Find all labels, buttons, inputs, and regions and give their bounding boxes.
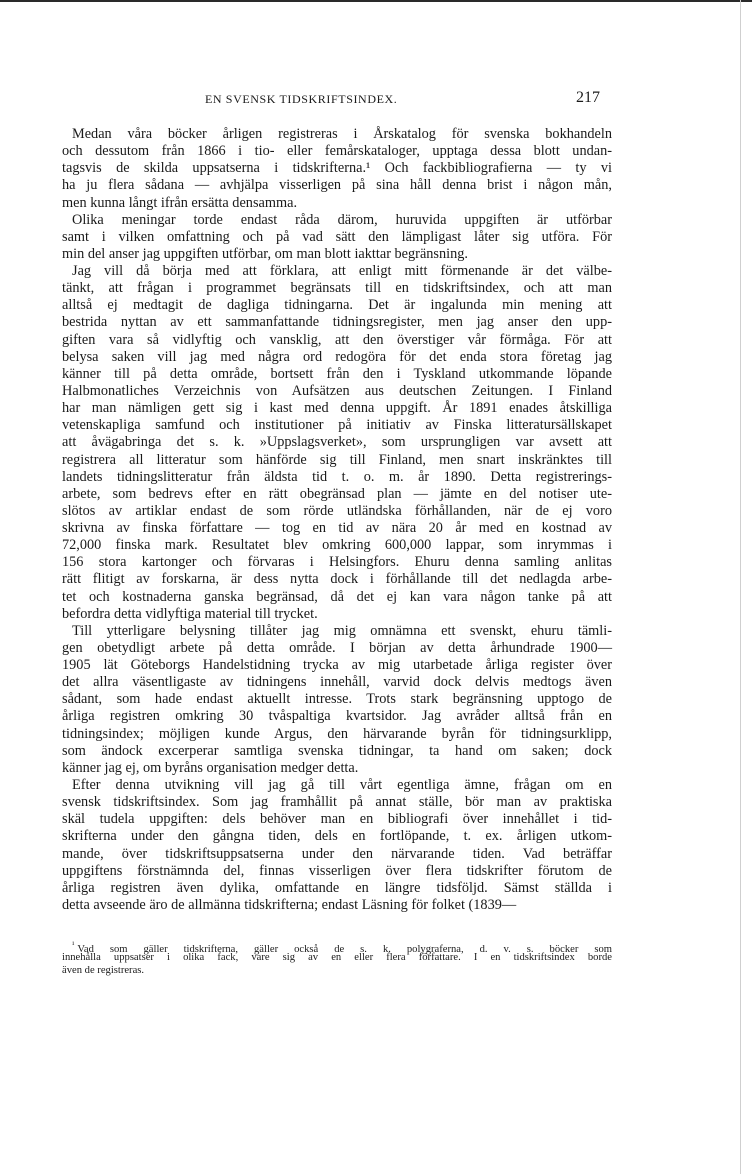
body-line: belysa saken vill jag med några ord redogöra för det enda stora företag jag	[62, 348, 612, 365]
body-line: bestrida nyttan av ett sammanfattande tidningsregister, men jag anser den upp-	[62, 314, 612, 331]
footnote-line	[72, 938, 612, 955]
body-line: landets tidningslitteratur från äldsta tid t. o. m. år 1890. Detta registrerings-	[62, 468, 612, 485]
body-line: alltså ej medtagit de dagliga tidningarna. Det är ingalunda min mening att	[62, 297, 612, 314]
body-line: årliga registren omkring 30 tvåspaltiga kvartsidor. Jag avråder alltså från en	[62, 708, 612, 725]
body-line: som ändock excerperar samtliga svenska tidningar, ta hand om saken; dock	[62, 742, 612, 759]
body-line: men kunna långt ifrån ersätta densamma.	[62, 194, 298, 211]
page-number: 217	[576, 89, 600, 106]
body-line: min del anser jag uppgiften utförbar, om man blott iakttar begränsning.	[62, 245, 468, 262]
body-line: giften vara så vidlyftig och vansklig, att den överstiger vår förmåga. För att	[62, 331, 612, 348]
body-line: Olika meningar torde endast råda därom, huruvida uppgiften är utförbar	[72, 211, 612, 228]
body-line: rätt flitigt av forskarna, är dess nytta dock i förhållande till det nedlagda arbe-	[62, 571, 612, 588]
body-line: att åvägabringa det s. k. »Uppslagsverket», som ursprungligen var avsett att	[62, 434, 612, 451]
footnote-line: även de registreras.	[62, 965, 145, 976]
body-line: ha ju flera sådana — avhjälpa visserligen på sina håll denna brist i någon mån,	[62, 177, 612, 194]
body-line: 1905 lät Göteborgs Handelstidning trycka av mig utarbetade årliga register över	[62, 657, 612, 673]
body-line: skäl tudela uppgiften: dels behöver man en bibliografi över innehållet i tid-	[62, 811, 612, 828]
body-line: tänkt, att frågan i programmet begränsats till en tidskriftsindex, och att man	[62, 280, 612, 297]
body-line: skrifterna under den gångna tiden, dels en fortlöpande, t. ex. årligen utkom-	[62, 828, 612, 845]
body-line: vetenskapliga samfund och institutioner på initiativ av Finska litteratursällskapet	[62, 417, 612, 434]
running-title: EN SVENSK TIDSKRIFTSINDEX.	[205, 92, 398, 106]
body-line: Jag vill då börja med att förklara, att enligt mitt förmenande är det välbe-	[72, 263, 612, 279]
body-line: Medan våra böcker årligen registreras i Årskatalog för svenska bokhandeln	[72, 126, 612, 142]
page-top-rule	[0, 0, 752, 2]
body-line: gen obetydligt arbete på detta område. I början av detta århundrade 1900—	[62, 639, 612, 656]
body-line: känner till på detta område, bortsett från den i Tyskland utkommande löpande	[62, 365, 612, 382]
body-line: årliga registren även dylika, omfattande en längre tidsföljd. Sämst ställda i	[62, 879, 612, 896]
body-line: känner jag ej, om byråns organisation medger detta.	[62, 759, 359, 776]
body-line: Halbmonatliches Verzeichnis von Aufsätzen aus deutschen Zeitungen. I Finland	[62, 382, 612, 399]
footnote-marker: ¹	[72, 940, 75, 949]
page-edge-rule	[740, 0, 741, 1174]
body-line: sådant, som hade endast aktuellt intresse. Trots stark begränsning upptogo de	[62, 691, 612, 708]
body-line: tagsvis de skilda uppsatserna i tidskrifterna.¹ Och fackbibliografierna — ty vi	[62, 160, 612, 177]
body-line: detta avseende äro de allmänna tidskrifterna; endast Läsning för folket (1839—	[62, 896, 517, 913]
footnote-line-text: Vad som gäller tidskrifterna, gäller också de s. k. polygraferna, d. v. s. böcker som	[77, 944, 612, 955]
body-line: har man nämligen gett sig i kast med denna uppgift. År 1891 enades åtskilliga	[62, 400, 612, 417]
body-line: skrivna av finska författare — tog en tid av nära 20 år med en kostnad av	[62, 520, 612, 536]
body-line: slötos av artiklar endast de som rörde utländska förhållanden, när de ej voro	[62, 502, 612, 519]
body-line: uppgiftens förstnämnda del, finnas visserligen över flera tidskrifter förutom de	[62, 862, 612, 879]
body-line: 72,000 finska mark. Resultatet blev omkring 600,000 lappar, som inrymmas i	[62, 537, 612, 554]
body-line: 156 stora kartonger och förvaras i Helsingfors. Ehuru denna samling anlitas	[62, 554, 612, 571]
body-line: det allra väsentligaste av tidningens innehåll, varvid dock delvis medtogs även	[62, 674, 612, 691]
body-line: tidningsindex; möjligen kunde Argus, den härvarande byrån för tidningsurklipp,	[62, 725, 612, 742]
body-line: befordra detta vidlyftiga material till trycket.	[62, 605, 318, 622]
body-line: Efter denna utvikning vill jag gå till vårt egentliga ämne, frågan om en	[72, 776, 612, 793]
body-line: Till ytterligare belysning tillåter jag mig omnämna ett svenskt, ehuru tämli-	[72, 622, 612, 639]
footnote-line: innehålla uppsatser i olika fack, vare sig av en eller flera författare. I en tidskriftsindex borde	[62, 952, 612, 963]
body-line: arbete, som bedrevs efter en rätt obegränsad plan — jämte en del notiser ute-	[62, 485, 612, 502]
body-line: svensk tidskriftsindex. Som jag framhållit på annat ställe, bör man av praktiska	[62, 794, 612, 811]
body-line: och dessutom från 1866 i tio- eller femårskataloger, upptaga dessa blott undan-	[62, 143, 612, 160]
body-line: samt i vilken omfattning och på vad sätt den lämpligast låter sig utföra. För	[62, 228, 612, 245]
body-line: registrera all litteratur som hänförde sig till Finland, men snart inskränktes till	[62, 451, 612, 468]
body-line: mande, över tidskriftsuppsatserna under den närvarande tiden. Vad beträffar	[62, 845, 612, 862]
body-line: tet och kostnaderna ganska begränsad, då det ej kan vara någon tanke på att	[62, 588, 612, 605]
